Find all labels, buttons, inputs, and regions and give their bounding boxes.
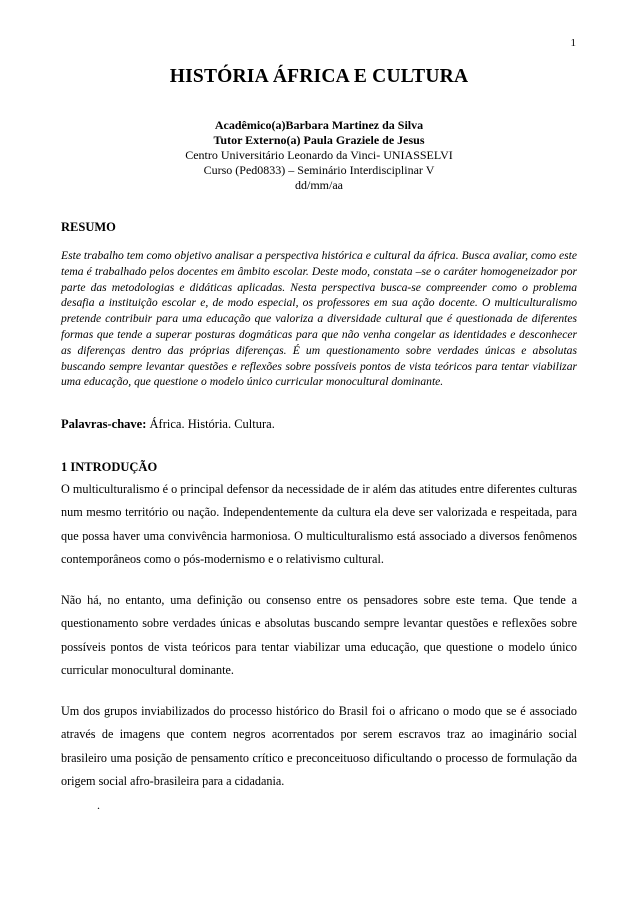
keywords-block bbox=[61, 417, 577, 432]
section-heading: 1 INTRODUÇÃO bbox=[61, 460, 158, 474]
section-heading-block bbox=[61, 460, 577, 475]
document-title: HISTÓRIA ÁFRICA E CULTURA bbox=[169, 66, 469, 87]
academic-name: Acadêmico(a)Barbara Martinez da Silva bbox=[214, 118, 424, 132]
paragraph-2: Não há, no entanto, uma definição ou consenso entre os pensadores sobre este tema. Que tende a questionamento sobre verdades únicas e absolutas buscando sempre levantar questões e reflexões sobre possíveis pontos de vista teóricos para tentar viabilizar uma educação, que questione o modelo único curricular monocultural dominante. bbox=[61, 593, 577, 677]
keywords-label: Palavras-chave: bbox=[61, 417, 147, 431]
abstract-block bbox=[61, 248, 577, 390]
course: Curso (Ped0833) – Seminário Interdisciplinar V bbox=[203, 163, 435, 177]
keywords-value: África. História. Cultura. bbox=[146, 417, 275, 431]
date: dd/mm/aa bbox=[295, 178, 343, 192]
tutor-name: Tutor Externo(a) Paula Graziele de Jesus bbox=[213, 133, 425, 147]
abstract-heading: RESUMO bbox=[61, 220, 116, 234]
page-number: 1 bbox=[570, 37, 576, 49]
trailing-mark: . bbox=[97, 798, 100, 812]
abstract-text: Este trabalho tem como objetivo analisar a perspectiva histórica e cultural da áfrica. Busca avaliar, como este tema é trabalhado pelos docentes em âmbito escolar. Deste modo, constata –se o caráter homogeneizador por parte das metodologias e didáticas aplicadas. Nesta perspectiva busca-se compreender como o problema desafia a instituição escolar e, de modo especial, os professores em sua ação docente. O multiculturalismo pretende contribuir para uma educação que valoriza a diversidade cultural que é questionada de diferentes formas que tende a superar posturas dogmáticas para que não venha congelar as identidades e desconhecer as diferenças dentro das próprias diferenças. É um questionamento sobre verdades únicas e absolutas buscando sempre levantar questões e reflexões sobre possíveis pontos de vista teóricos para tentar viabilizar uma educação, que questione o modelo único curricular monocultural dominante. bbox=[61, 249, 577, 389]
paragraph-2-block bbox=[61, 589, 577, 682]
paragraph-1: O multiculturalismo é o principal defensor da necessidade de ir além das atitudes entre diferentes culturas num mesmo território ou nação. Independentemente da cultura ela deve ser valorizada e respeitada, para que possa haver uma convivência harmoniosa. O multiculturalismo está associado a diversos fenômenos contemporâneos como o pós-modernismo e o relativismo cultural. bbox=[61, 482, 577, 566]
paragraph-1-block bbox=[61, 478, 577, 571]
paragraph-3-block bbox=[61, 700, 577, 793]
keywords bbox=[61, 417, 577, 432]
institution: Centro Universitário Leonardo da Vinci- UNIASSELVI bbox=[185, 148, 453, 162]
paragraph-3: Um dos grupos inviabilizados do processo histórico do Brasil foi o africano o modo que se é associado através de imagens que contem negros acorrentados por serem escravos traz ao imaginário social brasileiro uma posição de pensamento crítico e preconceituoso dificultando o processo de formulação da origem social afro-brasileira para a cidadania. bbox=[61, 704, 577, 788]
abstract-heading-block bbox=[61, 220, 577, 235]
author-block bbox=[0, 118, 638, 193]
